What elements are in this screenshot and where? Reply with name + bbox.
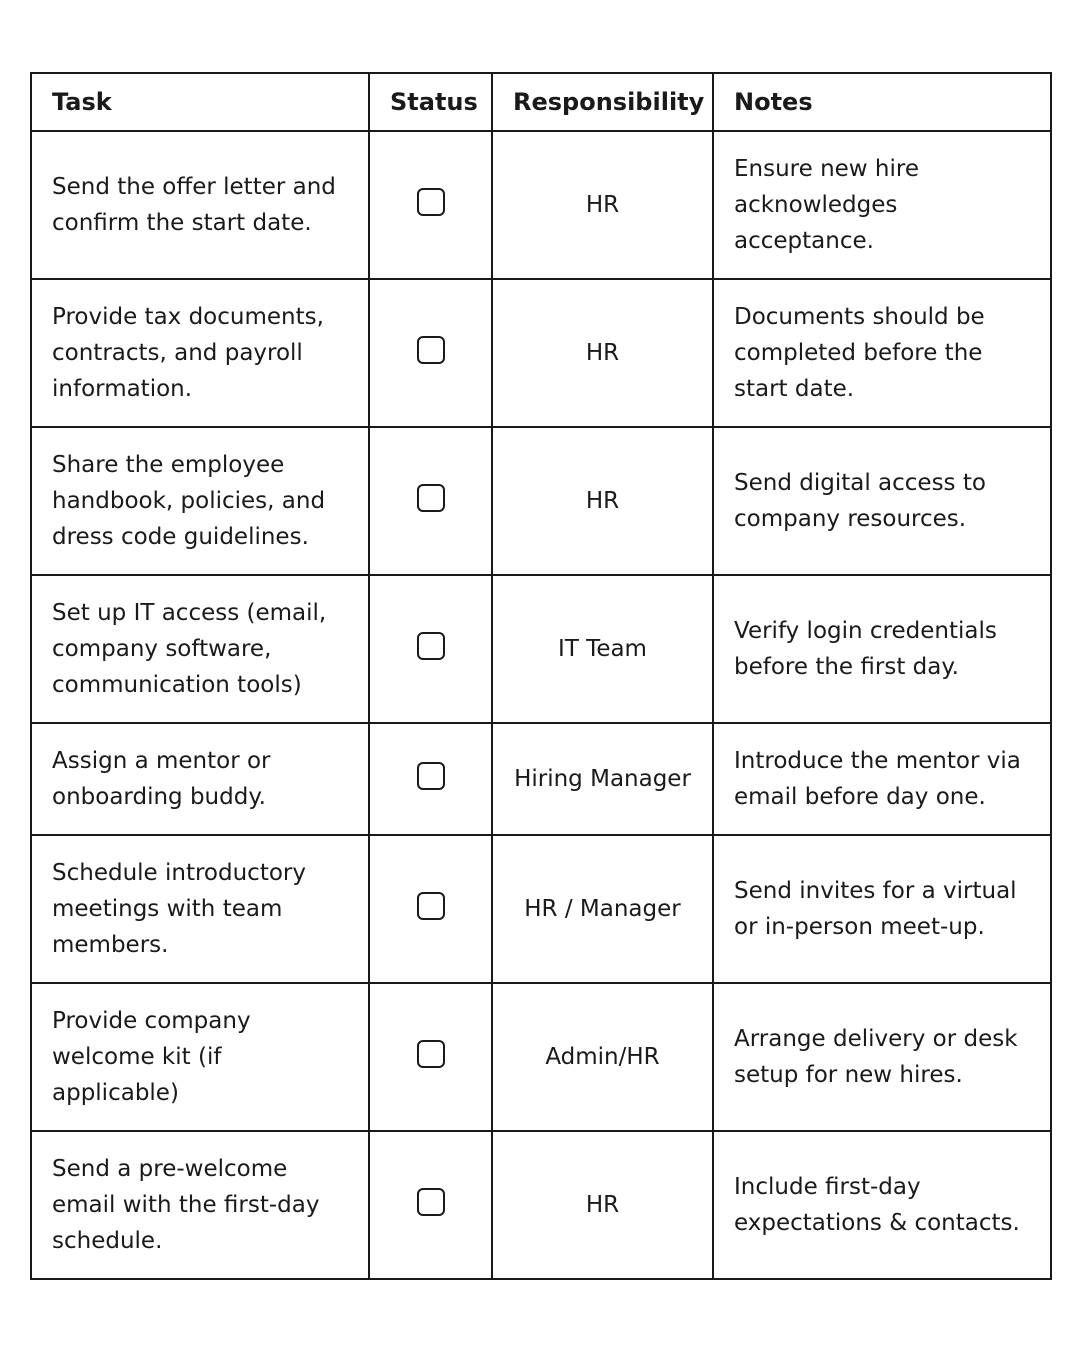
task-cell: Schedule introductory meetings with team members. (31, 835, 369, 983)
status-checkbox[interactable] (417, 188, 445, 216)
notes-cell: Include first-day expectations & contacts. (713, 1131, 1051, 1279)
task-cell: Assign a mentor or onboarding buddy. (31, 723, 369, 835)
task-cell: Set up IT access (email, company software, communication tools) (31, 575, 369, 723)
responsibility-cell: HR (492, 427, 713, 575)
notes-cell: Introduce the mentor via email before day one. (713, 723, 1051, 835)
table-row (31, 835, 1051, 983)
table-row (31, 1131, 1051, 1279)
notes-cell: Documents should be completed before the start date. (713, 279, 1051, 427)
notes-cell: Arrange delivery or desk setup for new hires. (713, 983, 1051, 1131)
responsibility-cell: HR (492, 279, 713, 427)
table-row (31, 427, 1051, 575)
notes-cell: Send digital access to company resources. (713, 427, 1051, 575)
table-row (31, 131, 1051, 279)
responsibility-cell: IT Team (492, 575, 713, 723)
task-cell: Provide company welcome kit (if applicable) (31, 983, 369, 1131)
status-checkbox[interactable] (417, 762, 445, 790)
task-cell: Provide tax documents, contracts, and payroll information. (31, 279, 369, 427)
status-checkbox[interactable] (417, 632, 445, 660)
onboarding-checklist-table (30, 72, 1052, 1280)
table-row (31, 723, 1051, 835)
status-checkbox[interactable] (417, 1188, 445, 1216)
notes-cell: Ensure new hire acknowledges acceptance. (713, 131, 1051, 279)
responsibility-cell: Admin/HR (492, 983, 713, 1131)
table-row (31, 575, 1051, 723)
header-task: Task (31, 73, 369, 131)
header-status: Status (369, 73, 492, 131)
task-cell: Share the employee handbook, policies, and dress code guidelines. (31, 427, 369, 575)
status-checkbox[interactable] (417, 484, 445, 512)
header-notes: Notes (713, 73, 1051, 131)
task-cell: Send the offer letter and confirm the start date. (31, 131, 369, 279)
responsibility-cell: Hiring Manager (492, 723, 713, 835)
notes-cell: Verify login credentials before the first day. (713, 575, 1051, 723)
task-cell: Send a pre-welcome email with the first-day schedule. (31, 1131, 369, 1279)
table-row (31, 983, 1051, 1131)
table-row (31, 279, 1051, 427)
responsibility-cell: HR (492, 1131, 713, 1279)
status-checkbox[interactable] (417, 336, 445, 364)
status-checkbox[interactable] (417, 892, 445, 920)
responsibility-cell: HR / Manager (492, 835, 713, 983)
header-responsibility: Responsibility (492, 73, 713, 131)
responsibility-cell: HR (492, 131, 713, 279)
status-checkbox[interactable] (417, 1040, 445, 1068)
notes-cell: Send invites for a virtual or in-person meet-up. (713, 835, 1051, 983)
header-row (31, 73, 1051, 131)
